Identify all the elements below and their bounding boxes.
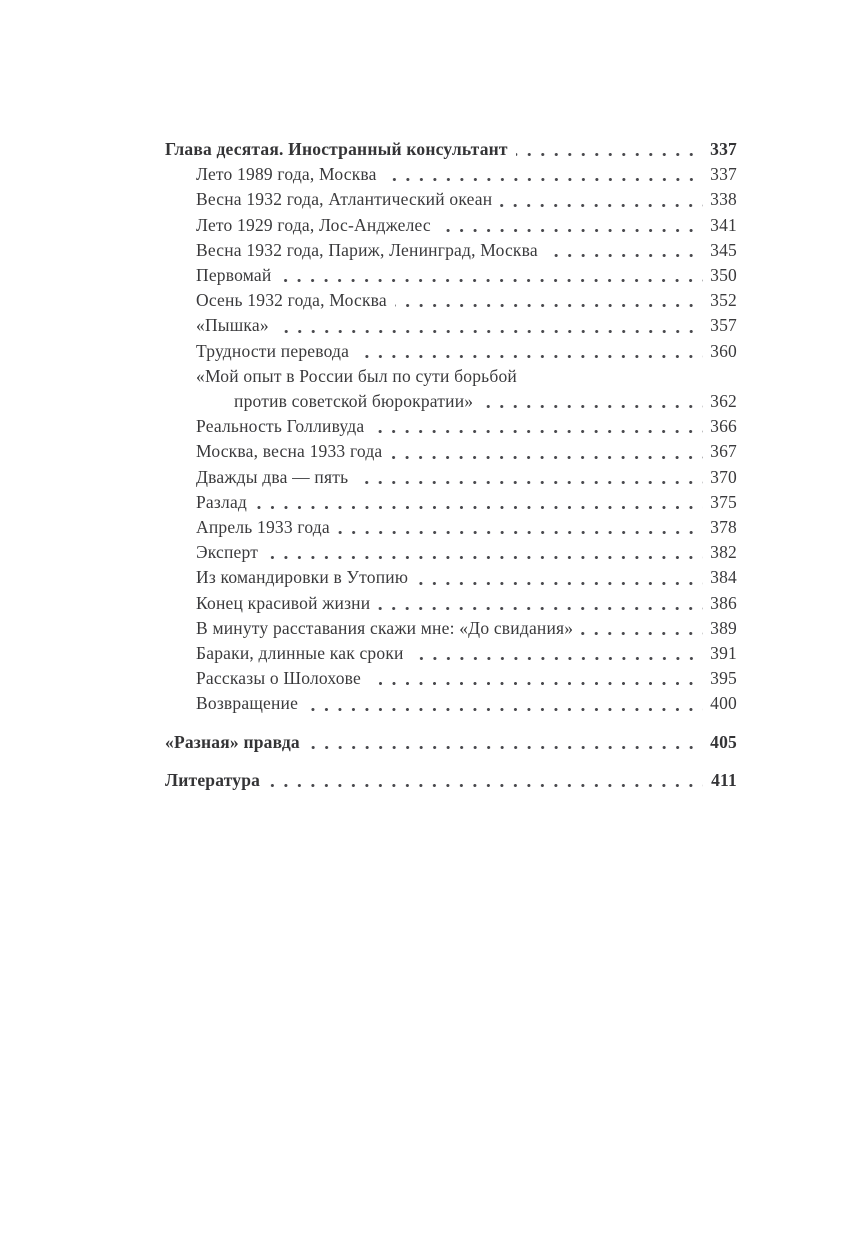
toc-entry-row [165, 616, 737, 641]
toc-entry-row [165, 288, 737, 313]
toc-entry-row [165, 339, 737, 364]
toc-entry-page: 362 [710, 391, 737, 412]
dot-leader [268, 768, 703, 793]
toc-entry-label: «Разная» правда [165, 731, 300, 752]
dot-leader [369, 666, 703, 691]
toc-entry-row [165, 641, 737, 666]
toc-entry-row [165, 465, 737, 490]
toc-entry-row [165, 565, 737, 590]
toc-entry-label: Бараки, длинные как сроки [196, 643, 404, 664]
toc-entry-label: Возвращение [196, 693, 299, 714]
toc-entry-page: 391 [710, 643, 737, 664]
toc-entry-row [165, 439, 737, 464]
toc-entry-page: 360 [710, 340, 737, 361]
dot-leader [266, 540, 703, 565]
toc-entry-label: Первомай [196, 265, 272, 286]
toc-entry-page: 350 [710, 265, 737, 286]
toc-entry-page: 405 [710, 731, 737, 752]
toc-entry-row [165, 313, 737, 338]
toc-entry-page: 341 [710, 214, 737, 235]
toc-entry-label: против советской бюрократии» [234, 391, 474, 412]
toc-entry-label: Рассказы о Шолохове [196, 668, 361, 689]
toc-entry-row [165, 691, 737, 716]
dot-leader [500, 187, 703, 212]
toc-entry-page: 357 [710, 315, 737, 336]
dot-leader [416, 565, 703, 590]
dot-leader [378, 591, 703, 616]
dot-leader [255, 490, 703, 515]
toc-entry-row [165, 515, 737, 540]
toc-entry-label: Трудности перевода [196, 340, 350, 361]
toc-entry-label: Глава десятая. Иностранный консультант [165, 139, 508, 159]
toc-entry-row [165, 730, 737, 755]
toc-entry-page: 366 [710, 416, 737, 437]
toc-entry-row [165, 137, 737, 162]
toc-entry-row [165, 591, 737, 616]
dot-leader [581, 616, 703, 641]
toc-entry-row [165, 490, 737, 515]
dot-leader [306, 691, 703, 716]
toc-entry-label: Реальность Голливуда [196, 416, 365, 437]
toc-entry-row [165, 666, 737, 691]
toc-entry-page: 345 [710, 239, 737, 260]
toc-entry-row [165, 389, 737, 414]
toc-entry-label: Разлад [196, 491, 248, 512]
toc-entry-label: Апрель 1933 года [196, 517, 330, 538]
dot-leader [356, 465, 703, 490]
dot-leader [385, 162, 703, 187]
toc-entry-label: Весна 1932 года, Париж, Ленинград, Москва [196, 239, 538, 260]
dot-leader [546, 238, 703, 263]
toc-entry-page: 411 [711, 769, 737, 790]
toc-entry-row [165, 213, 737, 238]
toc-entry-page: 395 [710, 668, 737, 689]
toc-entry-page: 367 [710, 441, 737, 462]
toc-entry-page: 338 [710, 189, 737, 210]
dot-leader [439, 213, 703, 238]
toc-entry-label: Осень 1932 года, Москва [196, 290, 387, 311]
toc-entry-row [165, 768, 737, 793]
dot-leader [277, 313, 703, 338]
toc-entry-row [165, 263, 737, 288]
toc-entry-page: 375 [710, 491, 737, 512]
toc-entry-label: «Пышка» [196, 315, 269, 336]
toc-entry-page: 386 [710, 592, 737, 613]
dot-leader [412, 641, 703, 666]
toc-entry-label: Литература [165, 769, 261, 790]
dot-leader [481, 389, 703, 414]
toc-entry-page: 400 [710, 693, 737, 714]
toc-entry-row [165, 414, 737, 439]
dot-leader [395, 288, 703, 313]
toc-entry-page: 337 [710, 139, 737, 159]
toc-entry-label: Из командировки в Утопию [196, 567, 409, 588]
toc-entry-label: Эксперт [196, 542, 259, 563]
toc-entry-row [165, 238, 737, 263]
toc-entry-page: 352 [710, 290, 737, 311]
toc-entry-label: «Мой опыт в России был по сути борьбой [196, 365, 517, 386]
toc-entry-label: Весна 1932 года, Атлантический океан [196, 189, 493, 210]
toc-entry-row [165, 364, 737, 389]
toc-entry-page: 389 [710, 617, 737, 638]
toc-entry-label: Дважды два — пять [196, 466, 349, 487]
dot-leader [279, 263, 703, 288]
toc-entry-label: В минуту расставания скажи мне: «До свидания» [196, 617, 574, 638]
toc-entry-page: 382 [710, 542, 737, 563]
toc-entry-label: Москва, весна 1933 года [196, 441, 383, 462]
dot-leader [516, 137, 703, 162]
dot-leader [338, 515, 703, 540]
toc-entry-page: 370 [710, 466, 737, 487]
toc-entry-label: Конец красивой жизни [196, 592, 371, 613]
toc-entry-page: 378 [710, 517, 737, 538]
toc-entry-page: 337 [710, 164, 737, 185]
toc-entry-row [165, 540, 737, 565]
toc-entry-label: Лето 1989 года, Москва [196, 164, 377, 185]
toc-entry-row [165, 162, 737, 187]
toc-entry-page: 384 [710, 567, 737, 588]
dot-leader [372, 414, 703, 439]
dot-leader [357, 339, 703, 364]
toc-entry-label: Лето 1929 года, Лос-Анджелес [196, 214, 431, 235]
toc-list [165, 137, 737, 793]
dot-leader [390, 439, 703, 464]
dot-leader [308, 730, 703, 755]
toc-entry-row [165, 187, 737, 212]
